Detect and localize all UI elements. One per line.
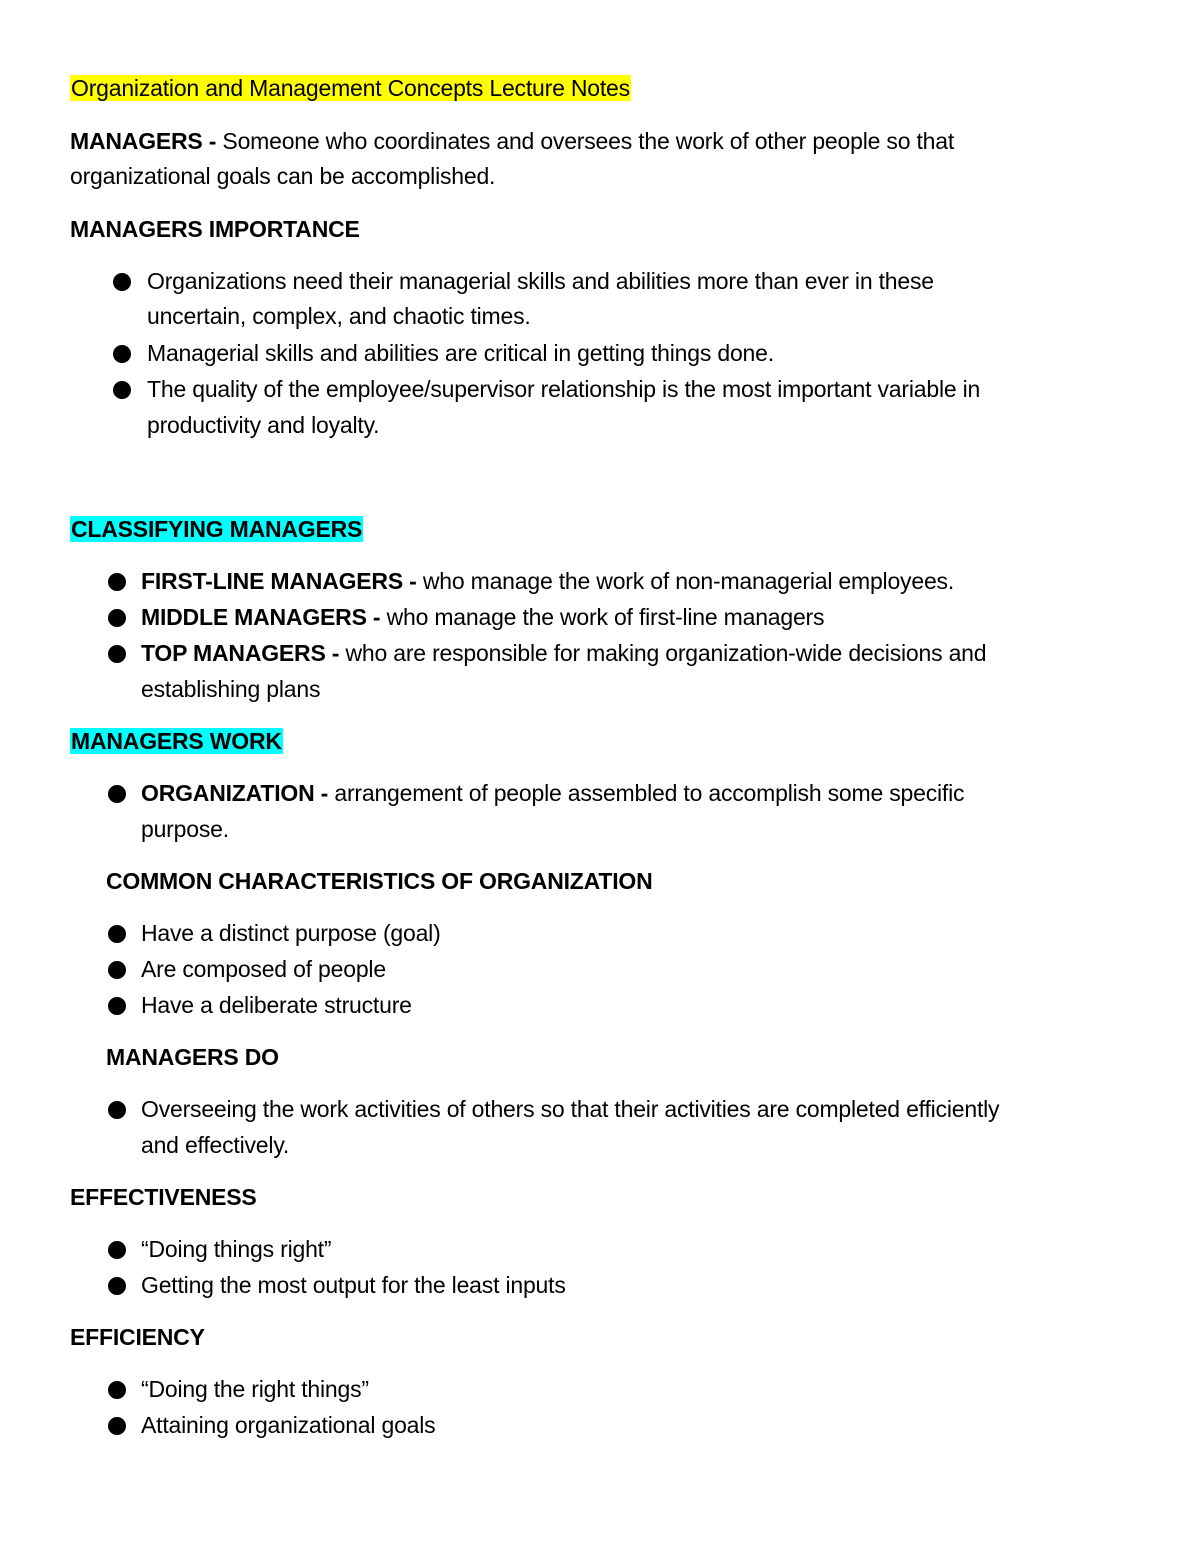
classifying-heading bbox=[70, 514, 363, 544]
managers-do-line-2: and effectively. bbox=[141, 1132, 290, 1158]
bullet-icon bbox=[108, 1101, 126, 1119]
bullet-icon bbox=[108, 645, 126, 663]
effectiveness-heading: EFFECTIVENESS bbox=[70, 1184, 257, 1210]
work-heading-text: MANAGERS WORK bbox=[71, 728, 282, 754]
characteristics-heading: COMMON CHARACTERISTICS OF ORGANIZATION bbox=[106, 868, 653, 894]
bullet-icon bbox=[113, 345, 131, 363]
efficiency-heading: EFFICIENCY bbox=[70, 1324, 205, 1350]
effectiveness-item-2: Getting the most output for the least inputs bbox=[141, 1272, 566, 1298]
bullet-icon bbox=[108, 1381, 126, 1399]
top-term: TOP MANAGERS - bbox=[141, 640, 340, 666]
bullet-icon bbox=[108, 785, 126, 803]
organization-line-2: purpose. bbox=[141, 816, 229, 842]
characteristics-item-3: Have a deliberate structure bbox=[141, 992, 412, 1018]
managers-definition-line-1 bbox=[70, 126, 954, 156]
middle-term: MIDDLE MANAGERS - bbox=[141, 604, 381, 630]
middle-text: who manage the work of first-line managers bbox=[380, 604, 825, 630]
document-title bbox=[70, 73, 631, 103]
importance-item-2: Managerial skills and abilities are critical in getting things done. bbox=[147, 340, 774, 366]
managers-term: MANAGERS - bbox=[70, 128, 217, 154]
managers-definition-text: Someone who coordinates and oversees the work of other people so that bbox=[216, 128, 955, 154]
efficiency-item-1: “Doing the right things” bbox=[141, 1376, 369, 1402]
importance-heading: MANAGERS IMPORTANCE bbox=[70, 216, 360, 242]
importance-item-3-line-2: productivity and loyalty. bbox=[147, 412, 380, 438]
effectiveness-item-1: “Doing things right” bbox=[141, 1236, 332, 1262]
classifying-item-3-line-1 bbox=[141, 638, 986, 668]
bullet-icon bbox=[113, 273, 131, 291]
bullet-icon bbox=[108, 961, 126, 979]
bullet-icon bbox=[108, 609, 126, 627]
characteristics-item-1: Have a distinct purpose (goal) bbox=[141, 920, 441, 946]
characteristics-item-2: Are composed of people bbox=[141, 956, 386, 982]
importance-item-1-line-1: Organizations need their managerial skills and abilities more than ever in these bbox=[147, 268, 934, 294]
first-line-text: who manage the work of non-managerial employees. bbox=[416, 568, 955, 594]
bullet-icon bbox=[108, 1417, 126, 1435]
organization-term: ORGANIZATION - bbox=[141, 780, 329, 806]
bullet-icon bbox=[108, 573, 126, 591]
organization-line-1 bbox=[141, 778, 964, 808]
classifying-item-1 bbox=[141, 566, 954, 596]
first-line-term: FIRST-LINE MANAGERS - bbox=[141, 568, 417, 594]
work-heading bbox=[70, 726, 283, 756]
bullet-icon bbox=[113, 381, 131, 399]
efficiency-item-2: Attaining organizational goals bbox=[141, 1412, 436, 1438]
classifying-item-3-line-2: establishing plans bbox=[141, 676, 321, 702]
bullet-icon bbox=[108, 997, 126, 1015]
top-text: who are responsible for making organization-wide decisions and bbox=[339, 640, 987, 666]
bullet-icon bbox=[108, 925, 126, 943]
classifying-item-2 bbox=[141, 602, 824, 632]
bullet-icon bbox=[108, 1277, 126, 1295]
managers-do-heading: MANAGERS DO bbox=[106, 1044, 279, 1070]
classifying-heading-text: CLASSIFYING MANAGERS bbox=[71, 516, 363, 542]
managers-definition-line-2: organizational goals can be accomplished. bbox=[70, 163, 496, 189]
importance-item-1-line-2: uncertain, complex, and chaotic times. bbox=[147, 303, 531, 329]
managers-do-line-1: Overseeing the work activities of others so that their activities are completed efficiently bbox=[141, 1096, 1000, 1122]
organization-text: arrangement of people assembled to accomplish some specific bbox=[328, 780, 965, 806]
title-text: Organization and Management Concepts Lecture Notes bbox=[71, 75, 630, 101]
importance-item-3-line-1: The quality of the employee/supervisor relationship is the most important variable in bbox=[147, 376, 981, 402]
bullet-icon bbox=[108, 1241, 126, 1259]
